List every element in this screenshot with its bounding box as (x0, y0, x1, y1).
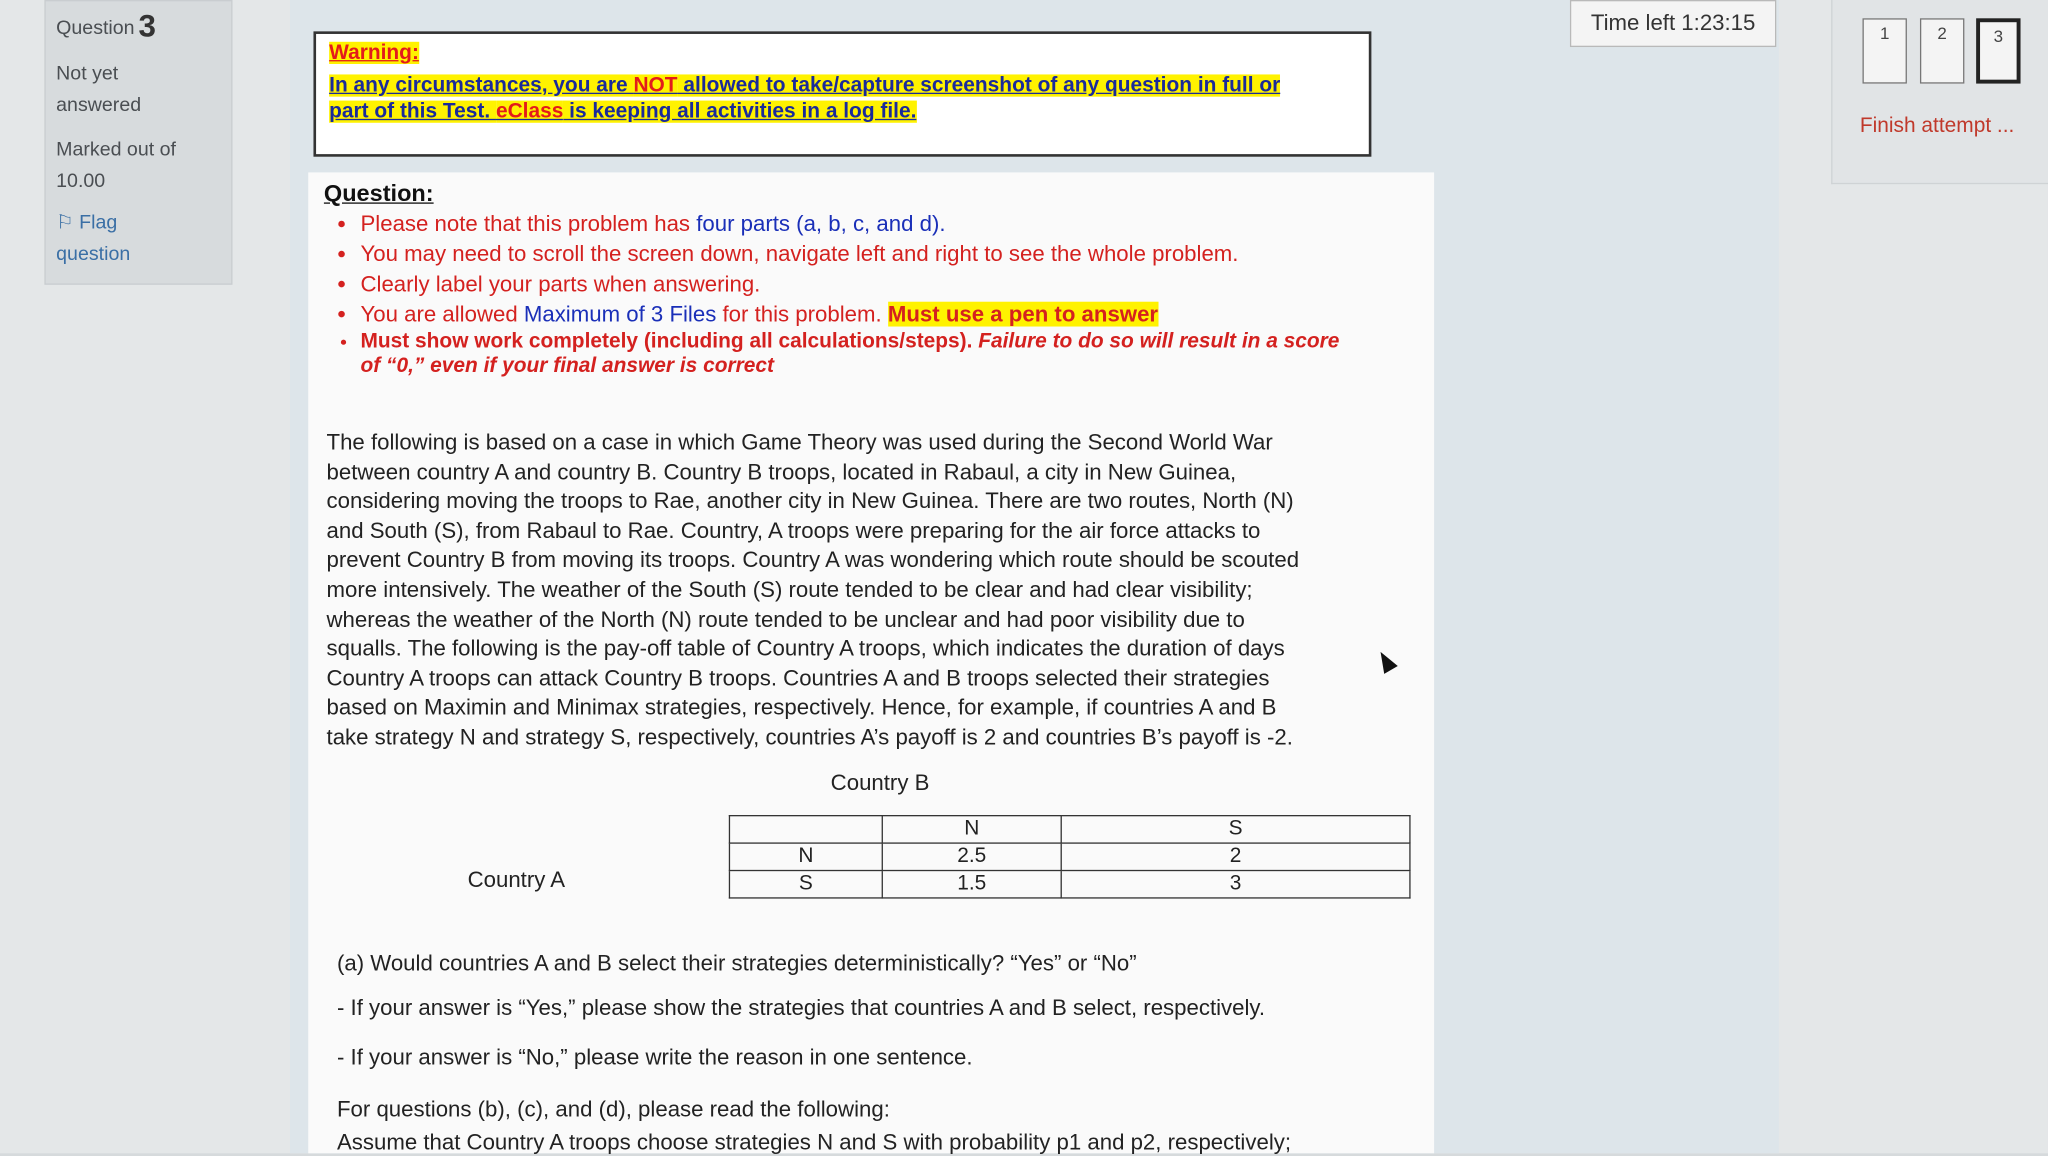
row-label-n: N (729, 843, 882, 870)
col-header-n: N (882, 816, 1061, 843)
warning-title: Warning: (329, 41, 419, 64)
part-a-question: (a) Would countries A and B select their strategies deterministically? “Yes” or “No” (336, 950, 1137, 976)
cell-s-s: 3 (1061, 871, 1410, 898)
table-header-row (729, 816, 1409, 843)
row-label-s: S (729, 871, 882, 898)
rule-item: • Must show work completely (including all calculations/steps). Failure to do so will result in a score of “0,” even if your final answer is correct (360, 329, 1431, 379)
country-a-label: Country A (467, 867, 566, 893)
col-header-s: S (1061, 816, 1410, 843)
nav-question-2-button[interactable]: 2 (1920, 18, 1964, 83)
assumption-text: Assume that Country A troops choose strategies N and S with probability p1 and p2, respectively; (336, 1129, 1292, 1155)
question-label: Question (56, 16, 135, 40)
rule-item: • You are allowed Maximum of 3 Files for this problem. Must use a pen to answer (360, 299, 1431, 329)
country-b-label: Country B (830, 770, 930, 796)
cell-n-s: 2 (1061, 843, 1410, 870)
payoff-table (729, 815, 1411, 899)
case-description: The following is based on a case in which Game Theory was used during the Second World War between country A and country B. Country B troops, located in Rabaul, a city in New Guinea, considering moving the troops to Rae, another city in New Guinea. There are two routes, North (N) and South (S), from Rabaul to Rae. Country, A troops were preparing for the air force attacks to prevent Country B from moving its troops. Country A was wondering which route should be scouted more intensively. The weather of the South (S) route tended to be clear and had clear visibility; whereas the weather of the North (N) route tended to be unclear and had poor visibility due to squalls. The following is the pay-off table of Country A troops, which indicates the duration of days Country A troops can attack Country B troops. Countries A and B troops selected their strategies based on Maximin and Minimax strategies, respectively. Hence, for example, if countries A and B take strategy N and strategy S, respectively, countries A’s payoff is 2 and countries B’s payoff is -2. (326, 429, 1300, 750)
finish-attempt-link[interactable]: Finish attempt ... (1859, 114, 2015, 138)
question-number (56, 9, 221, 46)
question-marks: Marked out of 10.00 (56, 138, 176, 192)
cell-s-n: 1.5 (882, 871, 1061, 898)
cell-n-n: 2.5 (882, 843, 1061, 870)
question-heading: Question: (323, 180, 434, 207)
question-rules (334, 209, 1431, 379)
flag-icon: ⚐ (56, 211, 74, 234)
nav-question-3-button[interactable]: 3 (1976, 18, 2020, 83)
table-row (729, 843, 1409, 870)
bcd-intro: For questions (b), (c), and (d), please read the following: (336, 1097, 890, 1122)
time-left-indicator: Time left 1:23:15 (1570, 0, 1776, 47)
question-info-panel (44, 0, 232, 285)
rule-item: • You may need to scroll the screen down, navigate left and right to see the whole problem. (360, 239, 1431, 269)
yes-instruction: - If your answer is “Yes,” please show the strategies that countries A and B select, respectively. (336, 995, 1266, 1021)
table-row (729, 871, 1409, 898)
rule-item: • Clearly label your parts when answering. (360, 269, 1431, 299)
nav-question-1-button[interactable]: 1 (1862, 18, 1906, 83)
question-number-value: 3 (138, 9, 156, 45)
no-instruction: - If your answer is “No,” please write the reason in one sentence. (336, 1044, 973, 1070)
rule-item: • Please note that this problem has four parts (a, b, c, and d). (360, 209, 1431, 239)
flag-question-link[interactable]: ⚐ Flag question (56, 211, 131, 266)
question-area (308, 172, 1434, 1153)
warning-box (313, 31, 1371, 156)
question-status: Not yet answered (56, 62, 142, 117)
warning-text: In any circumstances, you are NOT allowed to take/capture screenshot of any question in full or part of this Test. eClass is keeping all activities in a log file. (329, 74, 1281, 123)
